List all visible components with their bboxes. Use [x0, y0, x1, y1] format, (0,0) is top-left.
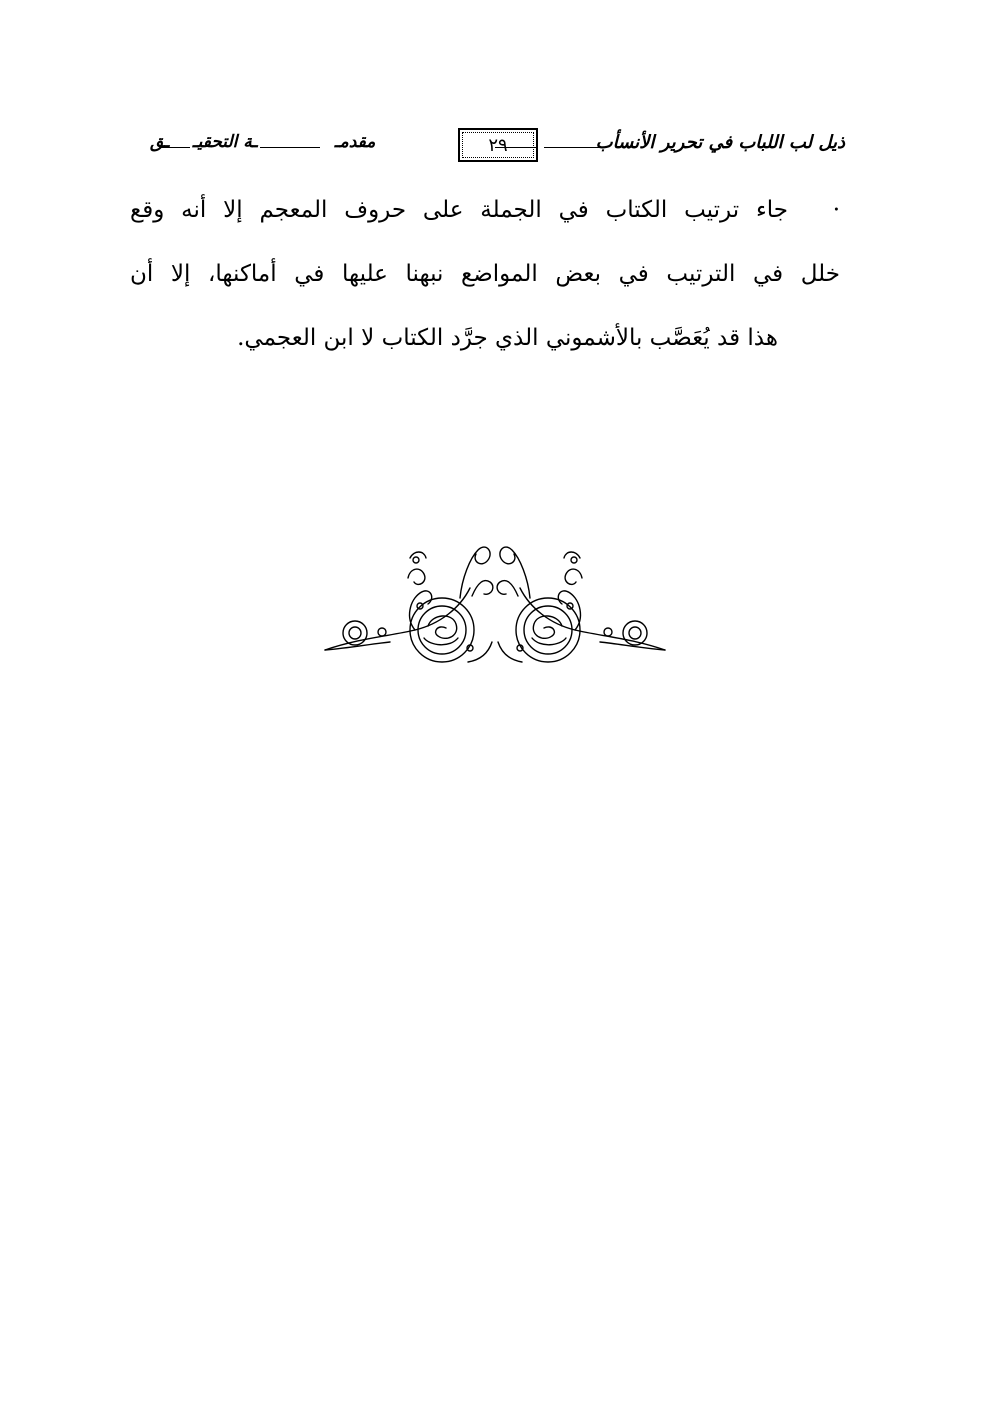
paragraph-line-2: خلل في الترتيب في بعض المواضع نبهنا عليها في أماكنها، إلا أن [130, 261, 840, 287]
ornament-left-half [325, 547, 493, 662]
section-title-end: ـق [150, 132, 170, 152]
header-rule-left [260, 147, 320, 148]
paragraph-line-1 [130, 178, 840, 242]
page-number: ٢٩ [488, 134, 508, 156]
header-rule-right [544, 147, 604, 148]
body-paragraph [130, 178, 840, 370]
paragraph-line-1-text: جاء ترتيب الكتاب في الجملة على حروف المعجم إلا أنه وقع [130, 197, 788, 223]
bullet-marker: · [832, 197, 840, 223]
page-number-box [458, 128, 538, 162]
paragraph-line-3: هذا قد يُعَصَّب بالأشموني الذي جرَّد الكتاب لا ابن العجمي. [237, 325, 778, 351]
section-title-middle: ـة التحقيـ [192, 132, 258, 152]
page-header [150, 128, 845, 166]
floral-ornament-icon [320, 538, 670, 668]
header-rule-mid [495, 147, 538, 148]
section-title-start: مقدمـ [334, 132, 376, 152]
ornament-right-half [497, 547, 665, 662]
book-title: ذيل لب اللباب في تحرير الأنسأب [595, 132, 845, 153]
